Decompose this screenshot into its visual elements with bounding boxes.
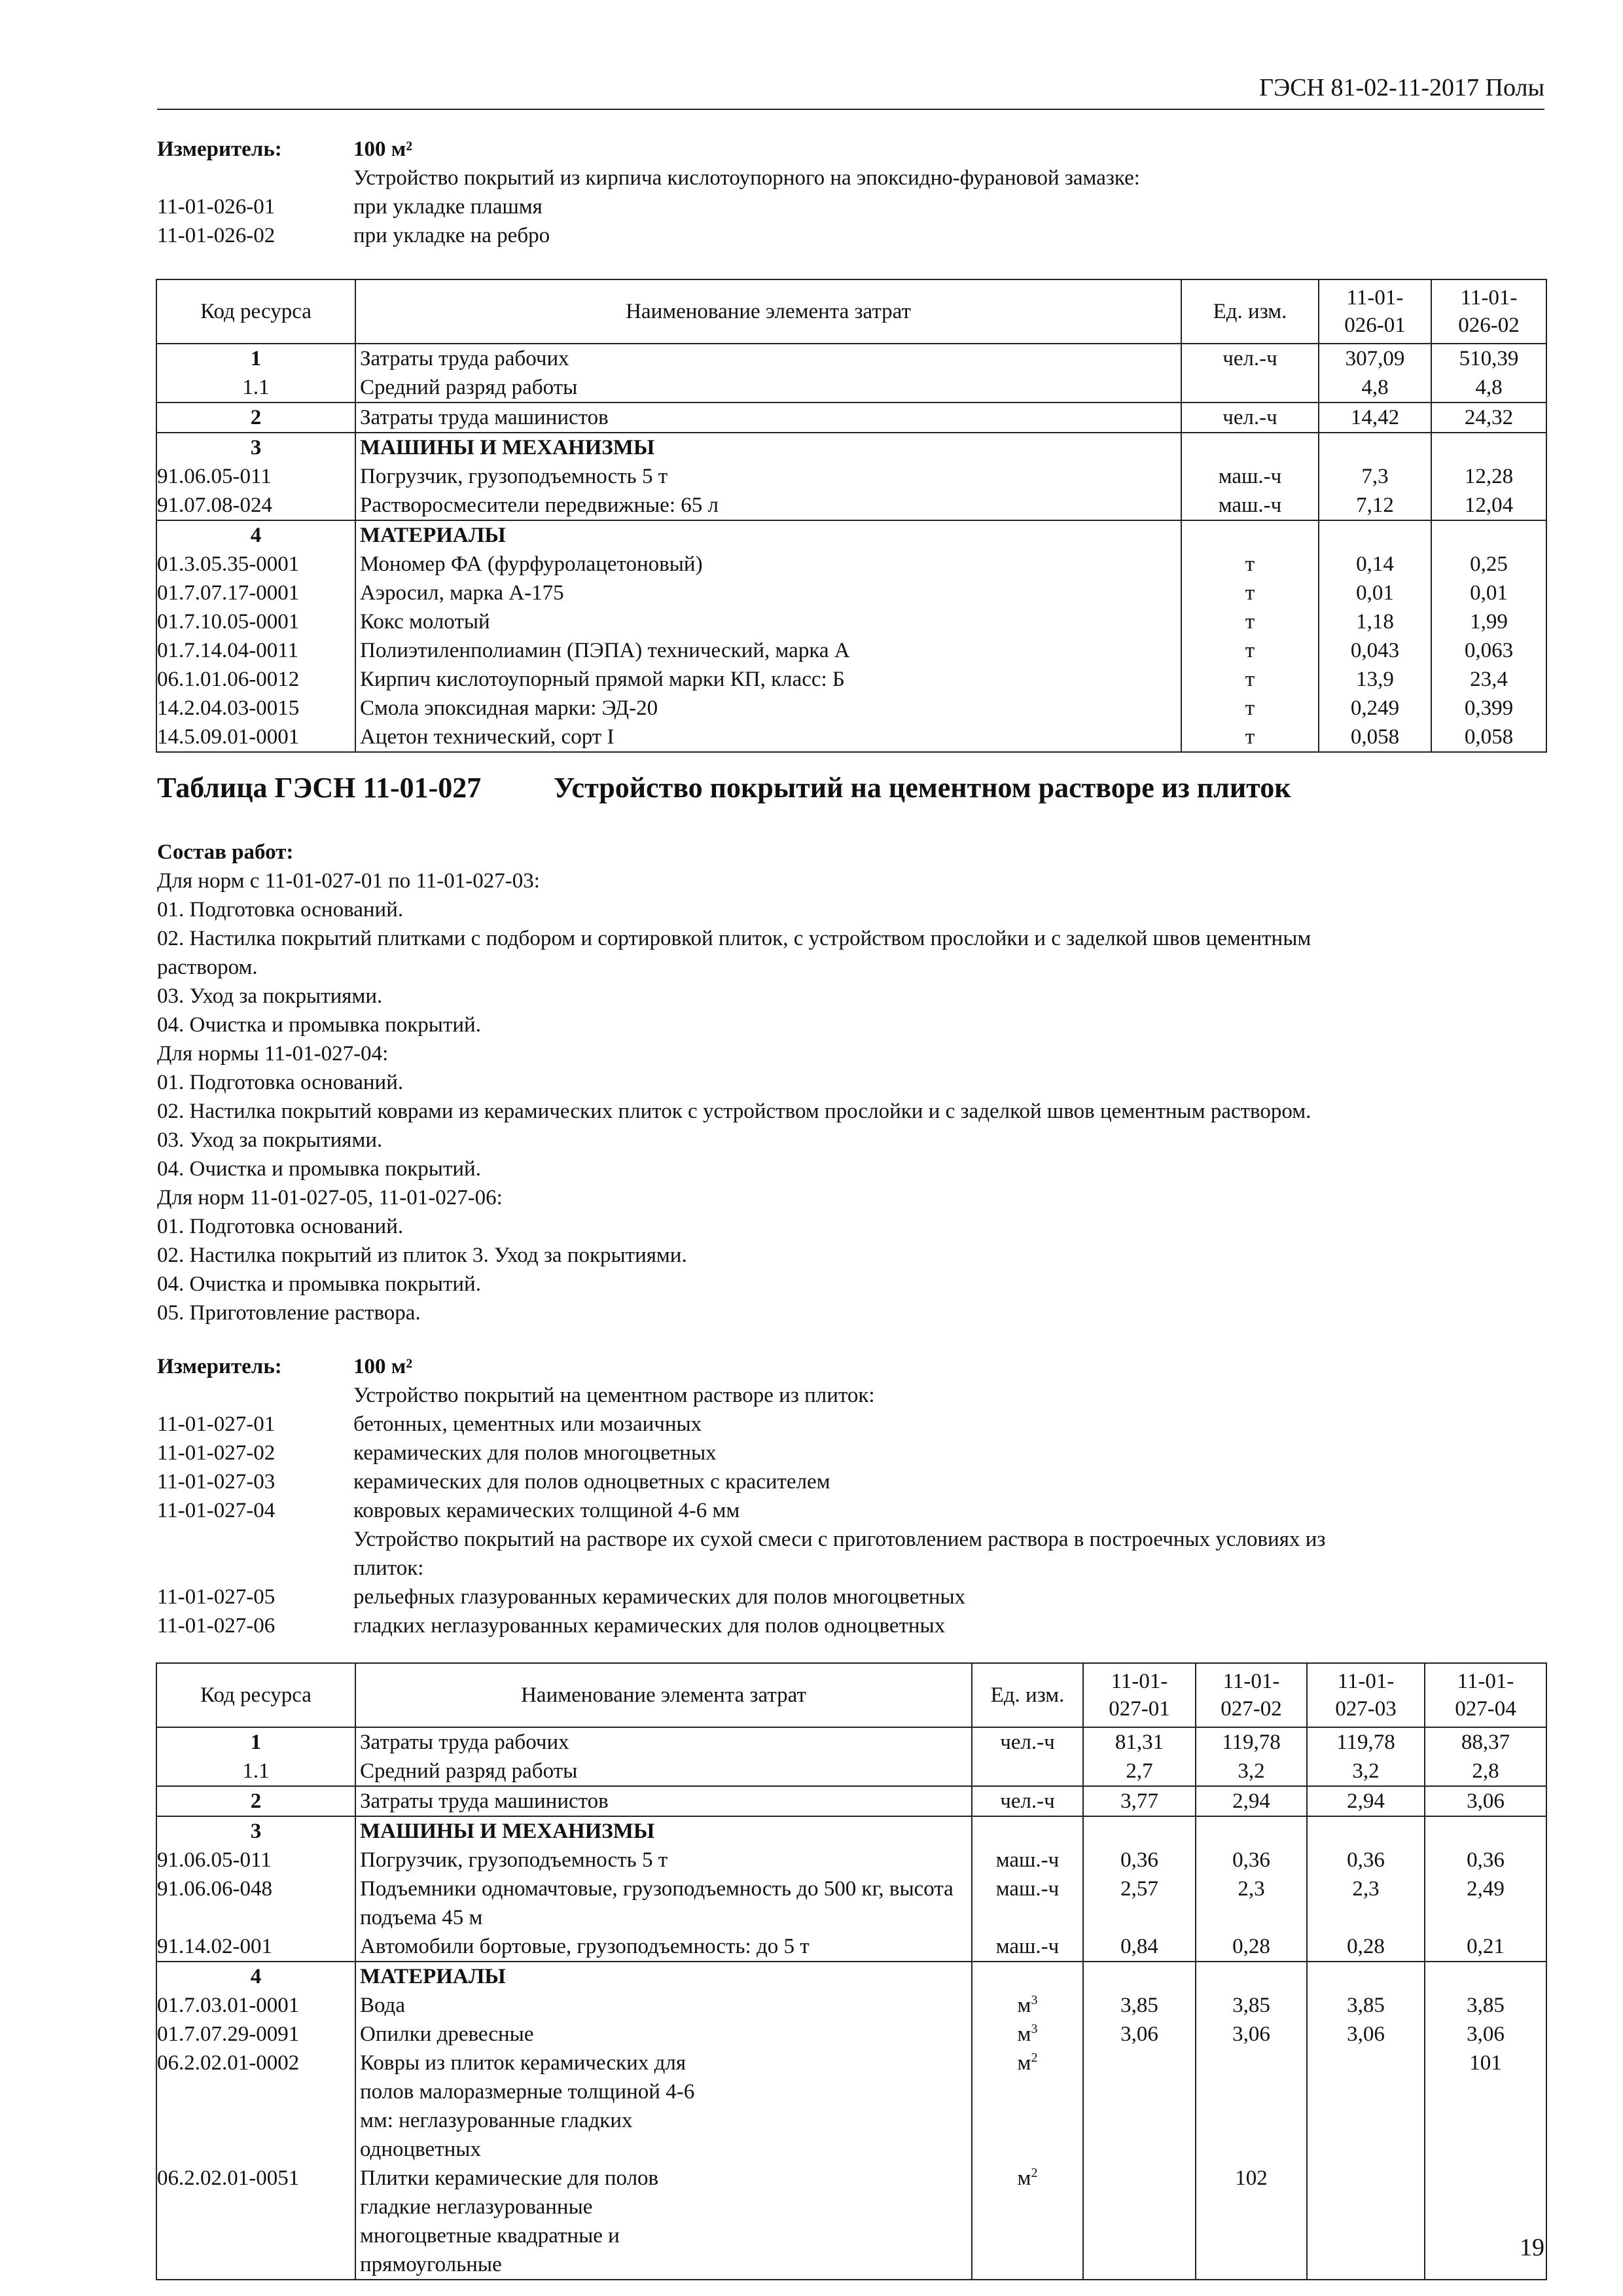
table-cell: 4,8 [1431,373,1546,403]
table-cell: 1.1 [156,1757,355,1786]
table-cell [1431,520,1546,550]
table-cell [1425,1816,1546,1846]
table-cell: 0,14 [1319,550,1431,579]
measure-value: 100 м² [353,1355,413,1378]
table-cell: 06.2.02.01-0002 [156,2049,355,2164]
table-cell: 0,063 [1431,636,1546,665]
composition-line: 03. Уход за покрытиями. [157,1128,383,1152]
table-cell: 3,06 [1425,1786,1546,1816]
table-cell: 2,49 [1425,1874,1546,1932]
block-description: Устройство покрытий на цементном растворе из плиток: [353,1384,875,1407]
table-cell: 2,3 [1196,1874,1307,1932]
table-cell: 119,78 [1196,1727,1307,1757]
table-cell: Ацетон технический, сорт I [355,723,1181,752]
table-cell: 12,28 [1431,462,1546,491]
table-cell [1307,1962,1425,1991]
header-unit: Ед. изм. [1181,279,1319,344]
norm-code: 11-01-027-02 [157,1441,276,1465]
table-cell: 0,28 [1196,1932,1307,1962]
table-cell [1425,1962,1546,1991]
header-name: Наименование элемента затрат [355,1663,972,1727]
header-norm-col: 11-01- 027-04 [1425,1663,1546,1727]
table-cell: 01.7.14.04-0011 [156,636,355,665]
table-cell [1307,1816,1425,1846]
table-cell: 14.5.09.01-0001 [156,723,355,752]
table-row [156,579,1546,607]
table-cell: 0,36 [1083,1846,1196,1874]
table-cell: т [1181,636,1319,665]
measure-value: 100 м² [353,137,413,161]
norm-text: рельефных глазурованных керамических для полов многоцветных [353,1585,966,1609]
table-cell: Подъемники одномачтовые, грузоподъемность до 500 кг, высота подъема 45 м [355,1874,972,1932]
table-row [156,403,1546,433]
resource-table-027 [156,1662,1547,2280]
table-row [156,665,1546,694]
table-cell: 3,85 [1425,1991,1546,2020]
table-cell [1181,520,1319,550]
table-row [156,2020,1546,2049]
table-cell: 0,28 [1307,1932,1425,1962]
table-cell: Смола эпоксидная марки: ЭД-20 [355,694,1181,723]
table-cell: Затраты труда машинистов [355,1786,972,1816]
table-cell: маш.-ч [1181,462,1319,491]
table-cell: 01.7.07.29-0091 [156,2020,355,2049]
table-cell: чел.-ч [1181,403,1319,433]
table-row [156,1991,1546,2020]
composition-line: раствором. [157,956,258,979]
table-row [156,694,1546,723]
table-cell: 0,043 [1319,636,1431,665]
table-row [156,344,1546,373]
table-cell: 0,36 [1307,1846,1425,1874]
table-cell: Растворосмесители передвижные: 65 л [355,491,1181,520]
table-row [156,520,1546,550]
norm-code: 11-01-027-01 [157,1412,276,1436]
table-row [156,1757,1546,1786]
table-cell: 91.06.06-048 [156,1874,355,1932]
table-cell: маш.-ч [972,1874,1083,1932]
table-cell [1196,1962,1307,1991]
table-row [156,2164,1546,2280]
table-cell: 13,9 [1319,665,1431,694]
table-cell [1319,520,1431,550]
composition-line: 02. Настилка покрытий коврами из керамических плиток с устройством прослойки и с заделкой швов цементным раствором. [157,1100,1311,1123]
table-cell: 0,249 [1319,694,1431,723]
block-description: плиток: [353,1556,424,1580]
table-cell: 0,36 [1196,1846,1307,1874]
composition-line: Для норм с 11-01-027-01 по 11-01-027-03: [157,869,540,893]
table-cell [1196,1816,1307,1846]
table-cell: 1.1 [156,373,355,403]
table-cell: 0,21 [1425,1932,1546,1962]
header-norm-col: 11-01- 026-01 [1319,279,1431,344]
table-cell: т [1181,694,1319,723]
table-cell: 0,84 [1083,1932,1196,1962]
table-cell: МАТЕРИАЛЫ [355,520,1181,550]
table-cell: Затраты труда рабочих [355,1727,972,1757]
unit-m3: $м^3$ [972,2020,1083,2049]
table-cell: маш.-ч [1181,491,1319,520]
table-cell: 4,8 [1319,373,1431,403]
table-cell: 3 [156,1816,355,1846]
table-cell: 2,94 [1196,1786,1307,1816]
header-norm-col: 11-01- 027-03 [1307,1663,1425,1727]
table-cell: 81,31 [1083,1727,1196,1757]
composition-line: 05. Приготовление раствора. [157,1301,421,1325]
table-cell: 102 [1196,2164,1307,2280]
table-cell: Средний разряд работы [355,373,1181,403]
table-cell [972,1757,1083,1786]
table-row [156,2049,1546,2164]
table-cell: Затраты труда рабочих [355,344,1181,373]
table-row [156,723,1546,752]
norm-text: гладких неглазурованных керамических для полов одноцветных [353,1614,946,1638]
table-cell: Вода [355,1991,972,2020]
table-row [156,1932,1546,1962]
table-cell: 3,2 [1307,1757,1425,1786]
table-row [156,1962,1546,1991]
header-code: Код ресурса [156,279,355,344]
table-cell: 1 [156,1727,355,1757]
table-cell: 119,78 [1307,1727,1425,1757]
table-cell: Аэросил, марка А-175 [355,579,1181,607]
table-cell [1181,373,1319,403]
table-cell: 0,058 [1431,723,1546,752]
table-cell: 3,06 [1083,2020,1196,2049]
table-cell: 0,399 [1431,694,1546,723]
table-cell: чел.-ч [972,1727,1083,1757]
table-cell: МАТЕРИАЛЫ [355,1962,972,1991]
table-row [156,491,1546,520]
table-cell: 01.7.07.17-0001 [156,579,355,607]
table-cell: 01.3.05.35-0001 [156,550,355,579]
composition-line: 02. Настилка покрытий из плиток 3. Уход за покрытиями. [157,1244,687,1267]
table-cell: 1 [156,344,355,373]
table-cell: 3,85 [1307,1991,1425,2020]
table-row [156,1874,1546,1932]
table-cell: т [1181,607,1319,636]
table-cell: 7,12 [1319,491,1431,520]
norm-text: ковровых керамических толщиной 4-6 мм [353,1499,740,1522]
table-cell: 12,04 [1431,491,1546,520]
composition-line: 03. Уход за покрытиями. [157,984,383,1008]
table-row [156,607,1546,636]
table-row [156,1727,1546,1757]
norm-code: 11-01-027-03 [157,1470,276,1494]
table-cell: 1,99 [1431,607,1546,636]
table-cell: Ковры из плиток керамических для полов малоразмерные толщиной 4-6 мм: неглазурованные гладких одноцветных [355,2049,972,2164]
header-norm-col: 11-01- 026-02 [1431,279,1546,344]
table-cell: 3,77 [1083,1786,1196,1816]
norm-text: керамических для полов многоцветных [353,1441,717,1465]
table-cell: т [1181,579,1319,607]
table-cell: т [1181,723,1319,752]
table-row [156,1786,1546,1816]
composition-line: Для норм 11-01-027-05, 11-01-027-06: [157,1186,503,1210]
table-cell: Кокс молотый [355,607,1181,636]
measure-label: Измеритель: [157,1355,282,1378]
table-row [156,636,1546,665]
table-cell: Опилки древесные [355,2020,972,2049]
composition-line: 01. Подготовка оснований. [157,1071,404,1094]
table-cell: 3,06 [1425,2020,1546,2049]
table-cell: т [1181,550,1319,579]
table-cell [1083,1962,1196,1991]
table-row [156,1816,1546,1846]
norm-text: бетонных, цементных или мозаичных [353,1412,702,1436]
table-cell: 0,36 [1425,1846,1546,1874]
page-number: 19 [1520,2234,1544,2261]
table-cell: 2,8 [1425,1757,1546,1786]
table-cell: 2,94 [1307,1786,1425,1816]
header-divider [157,109,1544,110]
table-cell: 01.7.10.05-0001 [156,607,355,636]
table-cell: 3,85 [1196,1991,1307,2020]
table-cell: 0,25 [1431,550,1546,579]
norm-text: при укладке плашмя [353,195,543,219]
table-cell: Автомобили бортовые, грузоподъемность: до 5 т [355,1932,972,1962]
table-row [156,550,1546,579]
composition-line: 02. Настилка покрытий плитками с подбором и сортировкой плиток, с устройством прослойки и с заделкой швов цементным [157,927,1311,950]
table-cell [1083,2164,1196,2280]
table-cell: чел.-ч [972,1786,1083,1816]
table-cell: 0,058 [1319,723,1431,752]
table-cell: 91.06.05-011 [156,462,355,491]
header-norm-col: 11-01- 027-01 [1083,1663,1196,1727]
table-cell: 2,3 [1307,1874,1425,1932]
table-cell: т [1181,665,1319,694]
table-cell: МАШИНЫ И МЕХАНИЗМЫ [355,1816,972,1846]
table-cell [1431,433,1546,462]
composition-line: Для нормы 11-01-027-04: [157,1042,389,1066]
table-cell [972,1816,1083,1846]
norm-code: 11-01-027-04 [157,1499,276,1522]
table-cell [1319,433,1431,462]
table-cell [1181,433,1319,462]
header-code: Код ресурса [156,1663,355,1727]
table-cell: 88,37 [1425,1727,1546,1757]
table-cell: 14,42 [1319,403,1431,433]
table-cell: 2,7 [1083,1757,1196,1786]
norm-code: 11-01-027-05 [157,1585,276,1609]
header-name: Наименование элемента затрат [355,279,1181,344]
table-cell: 91.07.08-024 [156,491,355,520]
table-cell: 2 [156,403,355,433]
table-cell: Мономер ФА (фурфуролацетоновый) [355,550,1181,579]
composition-line: 01. Подготовка оснований. [157,1215,404,1238]
table-cell: 2,57 [1083,1874,1196,1932]
table-cell: 4 [156,520,355,550]
unit-m3: $м^3$ [972,1991,1083,2020]
table-cell: 3,06 [1307,2020,1425,2049]
table-cell: Плитки керамические для полов гладкие неглазурованные многоцветные квадратные и прямоугольные [355,2164,972,2280]
table-cell [1307,2164,1425,2280]
table-cell: 101 [1425,2049,1546,2164]
table-row [156,373,1546,403]
table-cell: 307,09 [1319,344,1431,373]
table-cell [1196,2049,1307,2164]
block-description: Устройство покрытий на растворе их сухой смеси с приготовлением раствора в построечных условиях из [353,1528,1326,1551]
table-cell: 7,3 [1319,462,1431,491]
table-cell: Средний разряд работы [355,1757,972,1786]
table-cell: 06.2.02.01-0051 [156,2164,355,2280]
norm-text: керамических для полов одноцветных с красителем [353,1470,830,1494]
norm-code: 11-01-027-06 [157,1614,276,1638]
header-norm-col: 11-01- 027-02 [1196,1663,1307,1727]
table-cell [972,1962,1083,1991]
table-cell [1083,2049,1196,2164]
table-cell: маш.-ч [972,1932,1083,1962]
composition-line: 01. Подготовка оснований. [157,898,404,922]
table-label: Таблица ГЭСН 11-01-027 [157,772,482,804]
table-cell: 3,2 [1196,1757,1307,1786]
table-cell: 91.14.02-001 [156,1932,355,1962]
table-cell: 2 [156,1786,355,1816]
resource-table-026 [156,279,1547,753]
composition-line: 04. Очистка и промывка покрытий. [157,1013,481,1037]
table-cell: маш.-ч [972,1846,1083,1874]
table-cell: 3 [156,433,355,462]
table-cell: Полиэтиленполиамин (ПЭПА) технический, марка А [355,636,1181,665]
norm-code: 11-01-026-01 [157,195,276,219]
table-cell: 14.2.04.03-0015 [156,694,355,723]
table-cell: 0,01 [1431,579,1546,607]
unit-m2: $м^2$ [972,2049,1083,2164]
header-unit: Ед. изм. [972,1663,1083,1727]
measure-label: Измеритель: [157,137,282,161]
table-cell [1425,2164,1546,2280]
table-cell: 0,01 [1319,579,1431,607]
table-cell: 3,06 [1196,2020,1307,2049]
composition-line: 04. Очистка и промывка покрытий. [157,1157,481,1181]
norm-code: 11-01-026-02 [157,224,276,247]
table-cell: 23,4 [1431,665,1546,694]
table-title: Устройство покрытий на цементном растворе из плиток [554,772,1291,804]
table-row [156,1846,1546,1874]
table-cell [1083,1816,1196,1846]
table-cell: 24,32 [1431,403,1546,433]
table-cell: Затраты труда машинистов [355,403,1181,433]
table-row [156,433,1546,462]
table-cell: 3,85 [1083,1991,1196,2020]
table-cell: 1,18 [1319,607,1431,636]
table-cell: Погрузчик, грузоподъемность 5 т [355,462,1181,491]
table-cell: 01.7.03.01-0001 [156,1991,355,2020]
table-cell: 06.1.01.06-0012 [156,665,355,694]
table-cell [1307,2049,1425,2164]
table-cell: 510,39 [1431,344,1546,373]
unit-m2: $м^2$ [972,2164,1083,2280]
table-cell: Кирпич кислотоупорный прямой марки КП, класс: Б [355,665,1181,694]
table-cell: МАШИНЫ И МЕХАНИЗМЫ [355,433,1181,462]
table-cell: чел.-ч [1181,344,1319,373]
composition-line: 04. Очистка и промывка покрытий. [157,1272,481,1296]
table-cell: 4 [156,1962,355,1991]
norm-text: при укладке на ребро [353,224,550,247]
composition-label: Состав работ: [157,840,294,864]
block-description: Устройство покрытий из кирпича кислотоупорного на эпоксидно-фурановой замазке: [353,166,1140,190]
table-cell: Погрузчик, грузоподъемность 5 т [355,1846,972,1874]
table-cell: 91.06.05-011 [156,1846,355,1874]
running-header: ГЭСН 81-02-11-2017 Полы [1259,74,1544,101]
table-row [156,462,1546,491]
